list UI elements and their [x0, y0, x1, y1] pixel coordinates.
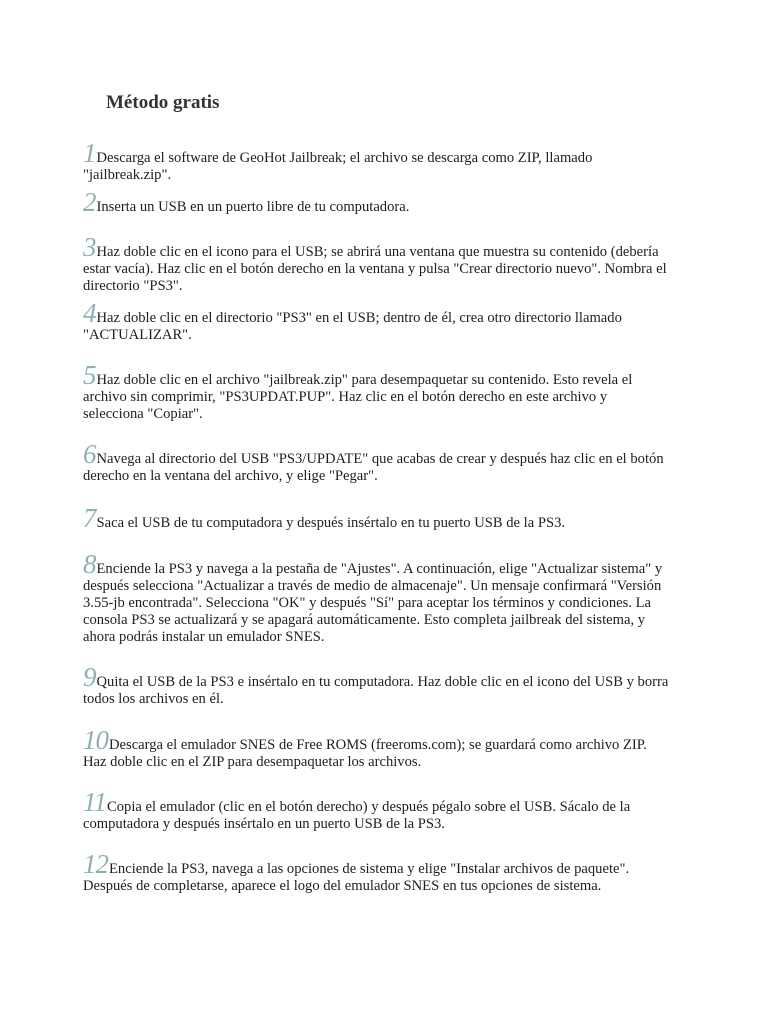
step-text: Haz doble clic en el icono para el USB; se abrirá una ventana que muestra su contenido (debería estar vacía). Haz clic en el botón derecho en la ventana y pulsa "Crear directorio nuevo". Nombra el directorio "PS3". — [83, 244, 667, 294]
page-title: Método gratis — [106, 92, 220, 113]
step-number: 7 — [83, 503, 96, 533]
step-text: Haz doble clic en el directorio "PS3" en el USB; dentro de él, crea otro directorio llamado "ACTUALIZAR". — [83, 310, 622, 343]
step-number: 5 — [83, 360, 96, 390]
step-text: Copia el emulador (clic en el botón derecho) y después pégalo sobre el USB. Sácalo de la computadora y después insértalo en un puerto USB de la PS3. — [83, 799, 631, 832]
step-11 — [83, 787, 669, 833]
step-number: 3 — [83, 232, 96, 262]
step-text: Haz doble clic en el archivo "jailbreak.zip" para desempaquetar su contenido. Esto revela el archivo sin comprimir, "PS3UPDAT.PUP". Haz clic en el botón derecho en este archivo y selecciona "Copiar". — [83, 372, 633, 422]
step-text: Inserta un USB en un puerto libre de tu computadora. — [96, 199, 410, 215]
step-number: 1 — [83, 138, 96, 168]
step-number: 9 — [83, 662, 96, 692]
step-number: 8 — [83, 549, 96, 579]
step-text: Enciende la PS3 y navega a la pestaña de "Ajustes". A continuación, elige "Actualizar sistema" y después selecciona "Actualizar a través de medio de almacenaje". Un mensaje confirmará "Versión 3.55-jb encontrada". Selecciona "OK" y después "Sí" para aceptar los términos y condiciones. La consola PS3 se actualizará y se apagará automáticamente. Esto completa jailbreak del sistema, y ahora podrás instalar un emulador SNES. — [83, 561, 663, 645]
step-5 — [83, 360, 669, 423]
step-text: Quita el USB de la PS3 e insértalo en tu computadora. Haz doble clic en el icono del USB y borra todos los archivos en él. — [83, 674, 669, 707]
step-number: 11 — [83, 787, 106, 817]
step-text: Descarga el software de GeoHot Jailbreak; el archivo se descarga como ZIP, llamado "jailbreak.zip". — [83, 150, 593, 183]
step-8 — [83, 549, 669, 646]
step-2 — [83, 187, 669, 217]
step-number: 10 — [83, 725, 108, 755]
step-7 — [83, 503, 669, 533]
step-4 — [83, 298, 669, 344]
step-10 — [83, 725, 669, 771]
step-12 — [83, 849, 669, 895]
step-9 — [83, 662, 669, 708]
step-text: Saca el USB de tu computadora y después insértalo en tu puerto USB de la PS3. — [96, 515, 566, 531]
step-1 — [83, 138, 669, 184]
step-3 — [83, 232, 669, 295]
step-text: Navega al directorio del USB "PS3/UPDATE" que acabas de crear y después haz clic en el botón derecho en la ventana del archivo, y elige "Pegar". — [83, 451, 664, 484]
step-number: 4 — [83, 298, 96, 328]
step-6 — [83, 439, 669, 485]
step-text: Descarga el emulador SNES de Free ROMS (freeroms.com); se guardará como archivo ZIP. Haz doble clic en el ZIP para desempaquetar los archivos. — [83, 737, 647, 770]
step-number: 12 — [83, 849, 108, 879]
step-number: 2 — [83, 187, 96, 217]
step-number: 6 — [83, 439, 96, 469]
step-text: Enciende la PS3, navega a las opciones de sistema y elige "Instalar archivos de paquete". Después de completarse, aparece el logo del emulador SNES en tus opciones de sistema. — [83, 861, 630, 894]
